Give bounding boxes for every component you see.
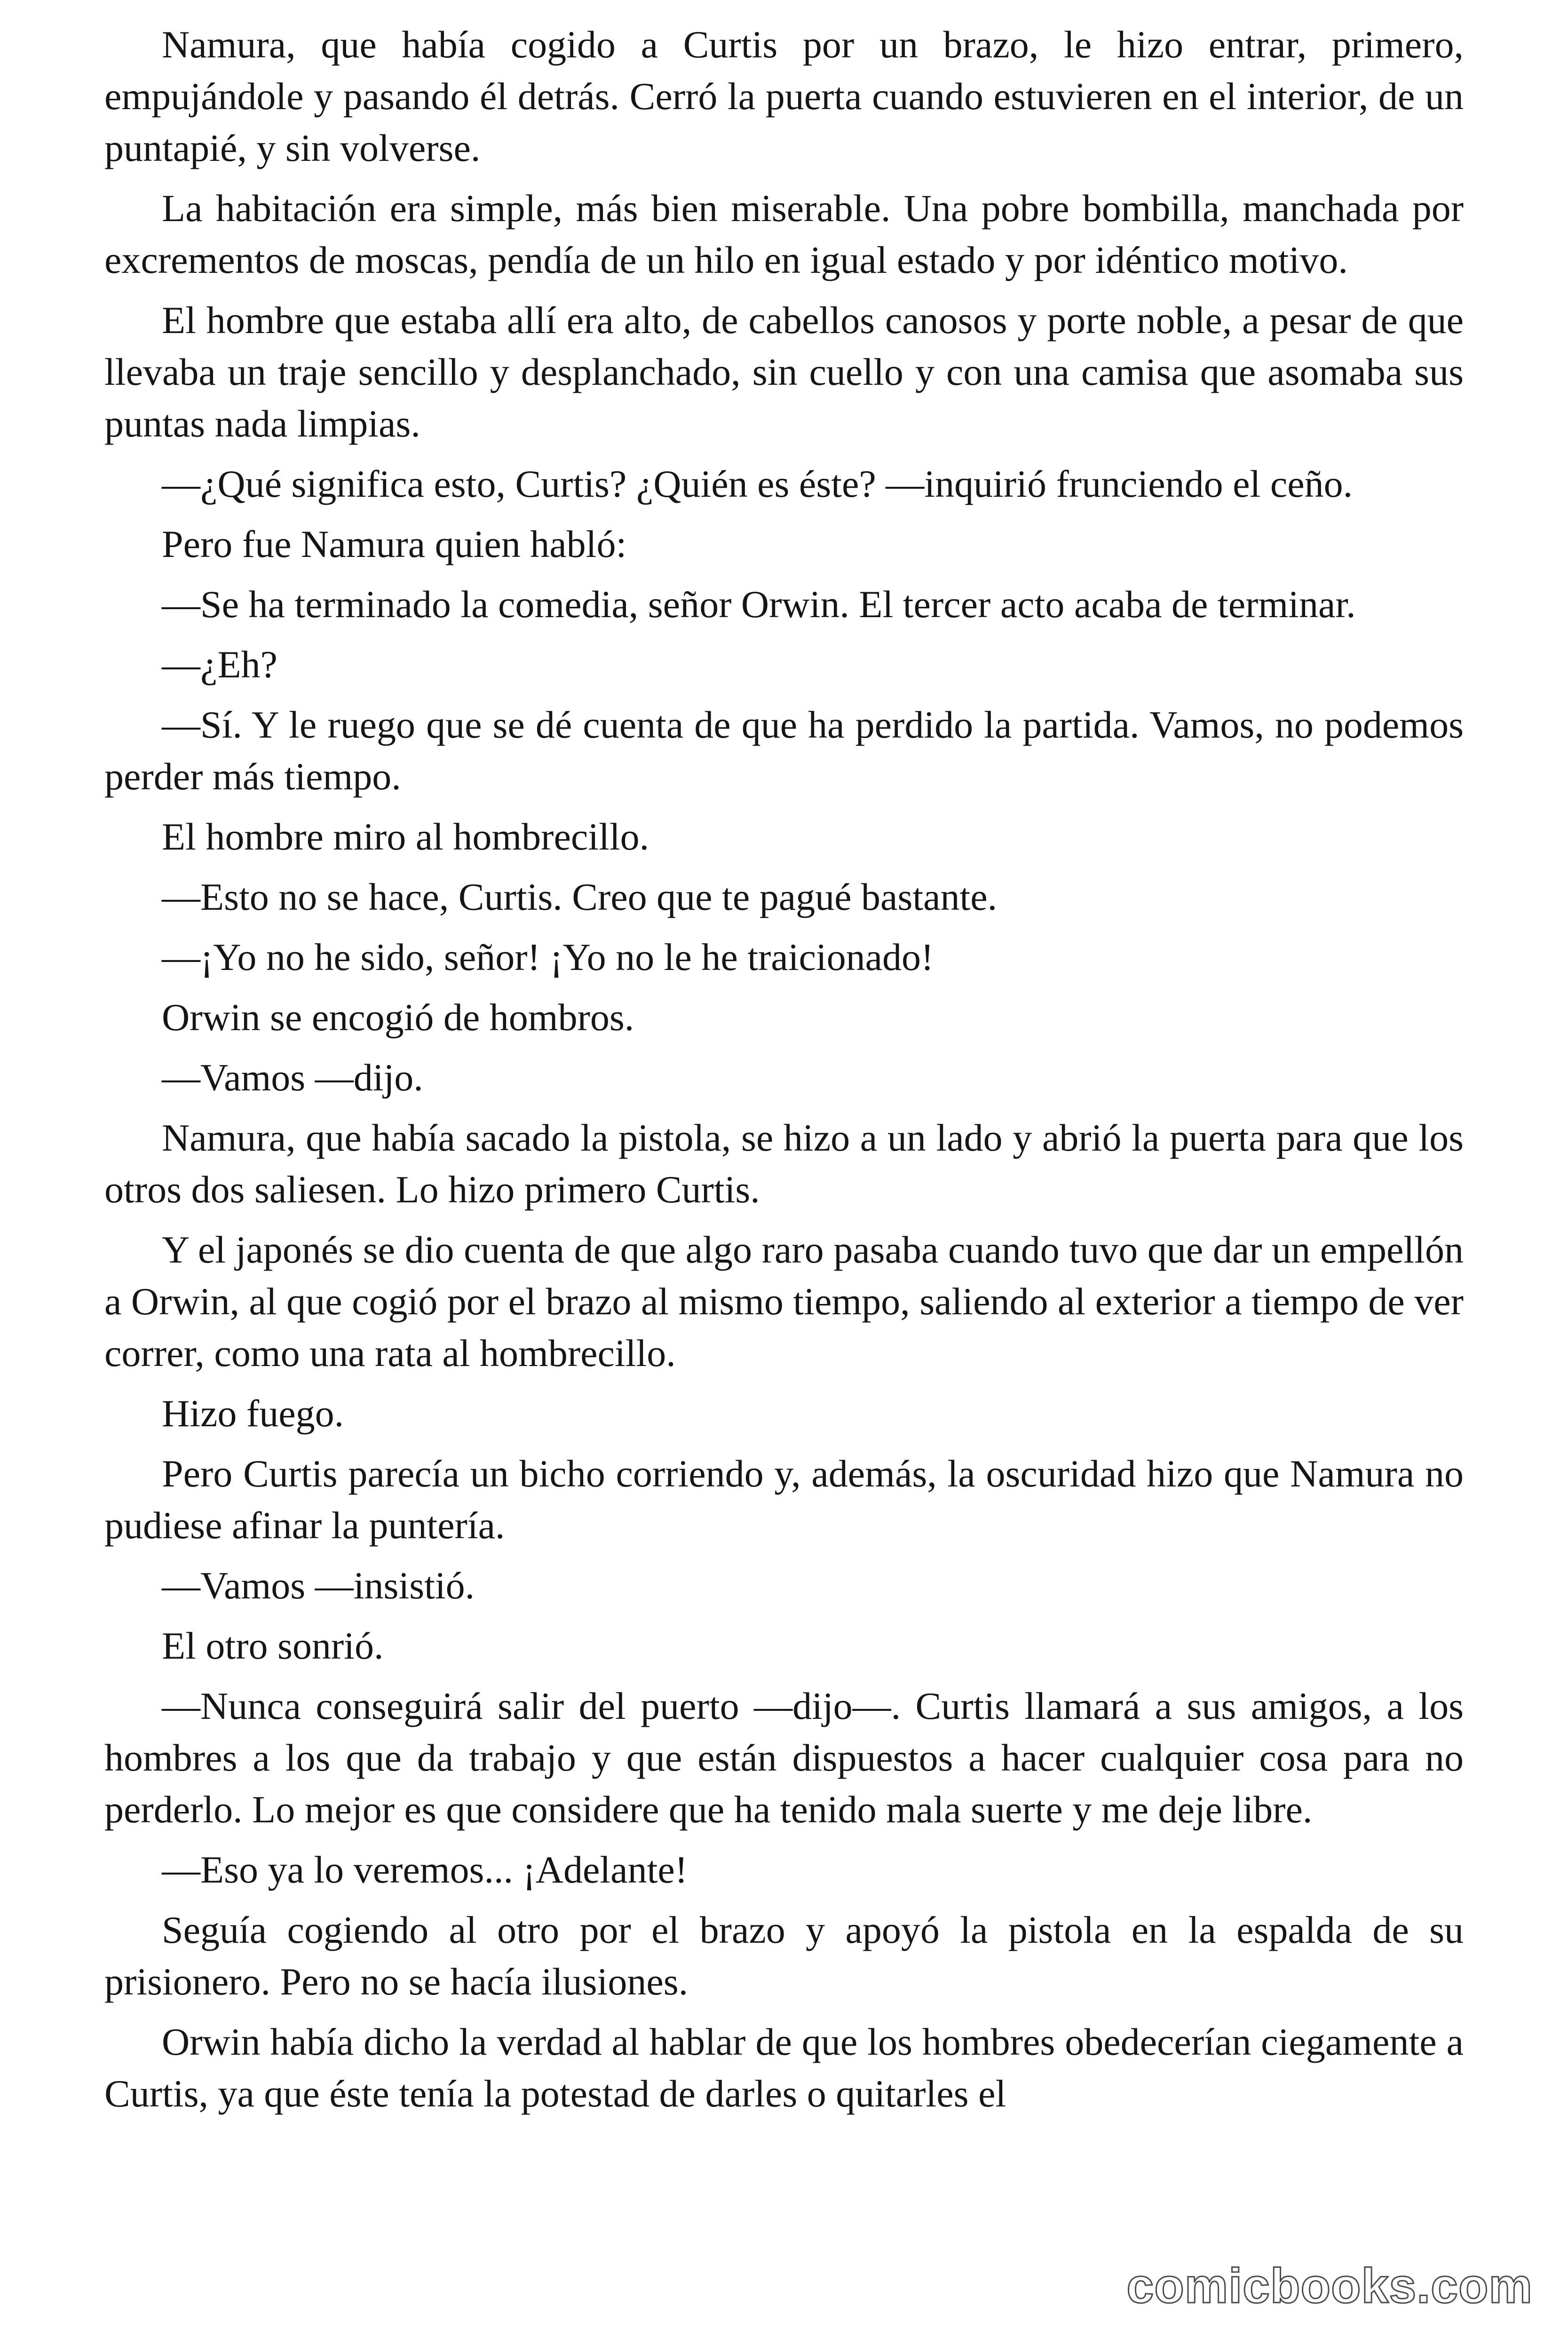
paragraph: —Eso ya lo veremos... ¡Adelante! <box>162 1848 688 1891</box>
paragraph: —Sí. Y le ruego que se dé cuenta de que ha perdido la partida. Vamos, no podemos perder más tiempo. <box>104 703 1464 798</box>
paragraph: —¡Yo no he sido, señor! ¡Yo no le he traicionado! <box>162 936 934 978</box>
paragraph: Namura, que había cogido a Curtis por un brazo, le hizo entrar, primero, empujándole y pasando él detrás. Cerró la puerta cuando estuvieren en el interior, de un puntapié, y sin volverse. <box>104 23 1464 169</box>
watermark: comicbooks.com <box>1126 2259 1533 2313</box>
paragraph: —¿Eh? <box>162 643 277 686</box>
paragraph: —Vamos —dijo. <box>162 1056 423 1099</box>
paragraph: Hizo fuego. <box>162 1392 344 1435</box>
paragraph: —¿Qué significa esto, Curtis? ¿Quién es éste? —inquirió frunciendo el ceño. <box>162 462 1353 505</box>
paragraph: La habitación era simple, más bien miserable. Una pobre bombilla, manchada por excrementos de moscas, pendía de un hilo en igual estado y por idéntico motivo. <box>104 187 1464 281</box>
paragraph: —Nunca conseguirá salir del puerto —dijo—. Curtis llamará a sus amigos, a los hombres a los que da trabajo y que están dispuestos a hacer cualquier cosa para no perderlo. Lo mejor es que considere que ha tenido mala suerte y me deje libre. <box>104 1685 1464 1831</box>
paragraph: Seguía cogiendo al otro por el brazo y apoyó la pistola en la espalda de su prisionero. Pero no se hacía ilusiones. <box>104 1908 1464 2003</box>
paragraph: —Esto no se hace, Curtis. Creo que te pagué bastante. <box>162 875 998 918</box>
paragraph: Orwin había dicho la verdad al hablar de que los hombres obedecerían ciegamente a Curtis, ya que éste tenía la potestad de darles o quitarles el <box>104 2020 1464 2115</box>
paragraph: El hombre miro al hombrecillo. <box>162 815 649 858</box>
paragraph: —Se ha terminado la comedia, señor Orwin. El tercer acto acaba de terminar. <box>162 583 1356 626</box>
paragraph: —Vamos —insistió. <box>162 1564 475 1607</box>
paragraph: El otro sonrió. <box>162 1624 384 1667</box>
paragraph: El hombre que estaba allí era alto, de cabellos canosos y porte noble, a pesar de que llevaba un traje sencillo y desplanchado, sin cuello y con una camisa que asomaba sus puntas nada limpias. <box>104 299 1464 445</box>
book-page <box>104 19 1464 2128</box>
paragraph: Namura, que había sacado la pistola, se hizo a un lado y abrió la puerta para que los otros dos saliesen. Lo hizo primero Curtis. <box>104 1116 1464 1211</box>
paragraph: Orwin se encogió de hombros. <box>162 996 634 1039</box>
paragraph: Pero Curtis parecía un bicho corriendo y, además, la oscuridad hizo que Namura no pudiese afinar la puntería. <box>104 1452 1464 1547</box>
paragraph: Pero fue Namura quien habló: <box>162 523 627 565</box>
paragraph: Y el japonés se dio cuenta de que algo raro pasaba cuando tuvo que dar un empellón a Orwin, al que cogió por el brazo al mismo tiempo, saliendo al exterior a tiempo de ver correr, como una rata al hombrecillo. <box>104 1228 1464 1375</box>
